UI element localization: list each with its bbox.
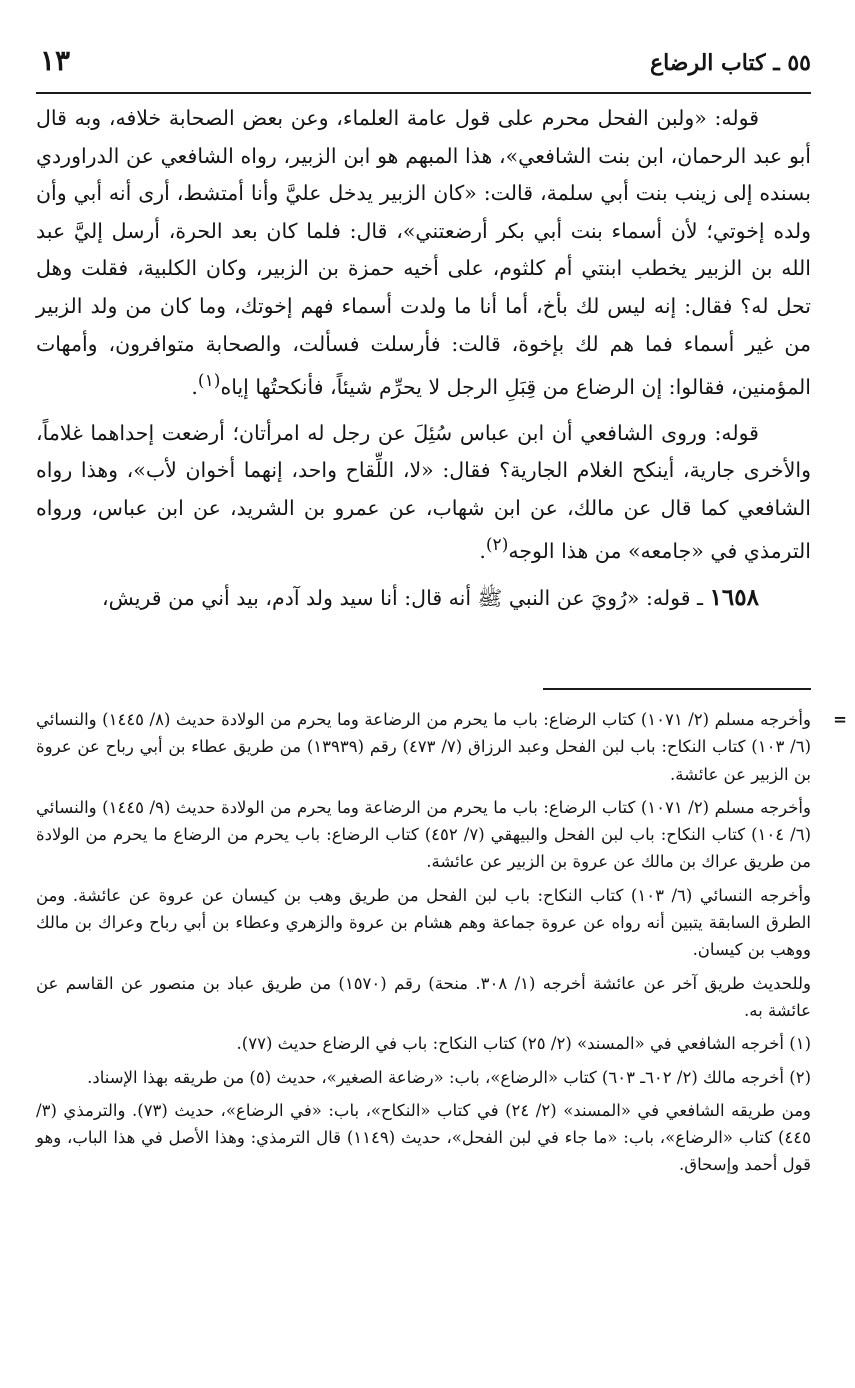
paragraph-text: قوله: وروى الشافعي أن ابن عباس سُئِلَ عن رجل له امرأتان؛ أرضعت إحداهما غلاماً، والأخرى جارية، أينكح الغلام الجارية؟ فقال: «لا، اللِّقاح واحد، إنهما أخوان لأب»، وهذا رواه الشافعي كما قال عن مالك، عن ابن شهاب، عن عمرو بن الشريد، عن ابن عباس، ورواه الترمذي في «جامعه» من هذا الوجه — [36, 420, 811, 564]
footnotes — [36, 706, 847, 1179]
paragraph-text: قوله: «ولبن الفحل محرم على قول عامة العلماء، وعن بعض الصحابة خلافه، وبه قال أبو عبد الرحمان، ابن بنت الشافعي»، هذا المبهم هو ابن الزبير، رواه الشافعي عن الدراوردي بسنده إلى زينب بنت أبي سلمة، قالت: «كان الزبير يدخل عليَّ وأنا أمتشط، أرى أنه أبي وأن ولده إخوتي؛ لأن أسماء بنت أبي بكر أرضعتني»، قال: فلما كان بعد الحرة، أرسل إليَّ عبد الله بن الزبير يخطب ابنتي أم كلثوم، على أخيه حمزة بن الزبير، وكان الكلبية، فقلت وهل تحل له؟ فقال: إنه ليس لك بأخ، أما أنا ما ولدت أسماء فهم إخوتك، وما كان من ولد الزبير من غير أسماء فما هم لك بإخوة، قالت: فأرسلت فسألت، والصحابة متوافرون، وأمهات المؤمنين، فقالوا: إن الرضاع من قِبَلِ الرجل لا يحرِّم شيئاً، فأنكحتُها إياه — [36, 106, 811, 399]
footnote: وأخرجه مسلم (٢/ ١٠٧١) كتاب الرضاع: باب ما يحرم من الرضاعة وما يحرم من الولادة حديث (٩/ ١٤٤٥) والنسائي (٦/ ١٠٤) كتاب النكاح: باب لبن الفحل والبيهقي (٧/ ٤٥٢) كتاب الرضاع: باب يحرم من الرضاع ما يحرم من الولادة من طريق عراك بن مالك عن عروة بن الزبير عن عائشة. — [36, 797, 811, 872]
paragraph-text: ـ قوله: «رُويَ عن النبي ﷺ أنه قال: أنا سيد ولد آدم، بيد أني من قريش، — [102, 585, 710, 610]
paragraph — [36, 100, 811, 407]
page-number: ١٣ — [40, 44, 71, 77]
footnote: (١) أخرجه الشافعي في «المسند» (٢/ ٢٥) كتاب النكاح: باب في الرضاع حديث (٧٧). — [236, 1034, 811, 1054]
entry-number: ١٦٥٨ — [709, 583, 759, 611]
chapter-title: ٥٥ ـ كتاب الرضاع — [649, 50, 811, 76]
paragraph-end: . — [479, 539, 486, 564]
footnote-ref: (٢) — [485, 535, 509, 556]
paragraph-end: . — [191, 374, 198, 399]
numbered-paragraph — [36, 579, 811, 618]
footnote: (٢) أخرجه مالك (٢/ ٦٠٢ـ ٦٠٣) كتاب «الرضاع»، باب: «رضاعة الصغير»، حديث (٥) من طريقه بهذا الإسناد. — [87, 1067, 811, 1087]
footnote: وأخرجه مسلم (٢/ ١٠٧١) كتاب الرضاع: باب ما يحرم من الرضاعة وما يحرم من الولادة حديث (٨/ ١٤٤٥) والنسائي (٦/ ١٠٣) كتاب النكاح: باب لبن الفحل وعبد الرزاق (٧/ ٤٧٣) رقم (١٣٩٣٩) من طريق عطاء بن أبي رباح عن عروة بن الزبير عن عائشة. — [36, 710, 812, 784]
continuation-mark: = — [833, 710, 847, 729]
footnote: ومن طريقه الشافعي في «المسند» (٢/ ٢٤) في كتاب «النكاح»، باب: «في الرضاع»، حديث (٧٣). والترمذي (٣/ ٤٤٥) كتاب «الرضاع»، باب: «ما جاء في لبن الفحل»، حديث (١١٤٩) قال الترمذي: وهذا الأصل في هذا الباب، وهو قول أحمد وإسحاق. — [36, 1100, 811, 1175]
paragraph — [36, 415, 811, 571]
footnote-ref: (١) — [197, 371, 221, 392]
page-header — [36, 40, 811, 94]
main-text — [36, 100, 811, 617]
footnote: وأخرجه النسائي (٦/ ١٠٣) كتاب النكاح: باب لبن الفحل من طريق وهب بن كيسان عن عروة عن عائشة. ومن الطرق السابقة يتبين أنه رواه عن عروة جماعة وهم هشام بن عروة والزهري وعطاء بن أبي رباح وعراك بن مالك ووهب بن كيسان. — [36, 885, 811, 960]
footnote: وللحديث طريق آخر عن عائشة أخرجه (١/ ٣٠٨. منحة) رقم (١٥٧٠) من طريق عباد بن منصور عن القاسم عن عائشة به. — [36, 973, 811, 1020]
footnote-separator — [543, 688, 811, 690]
